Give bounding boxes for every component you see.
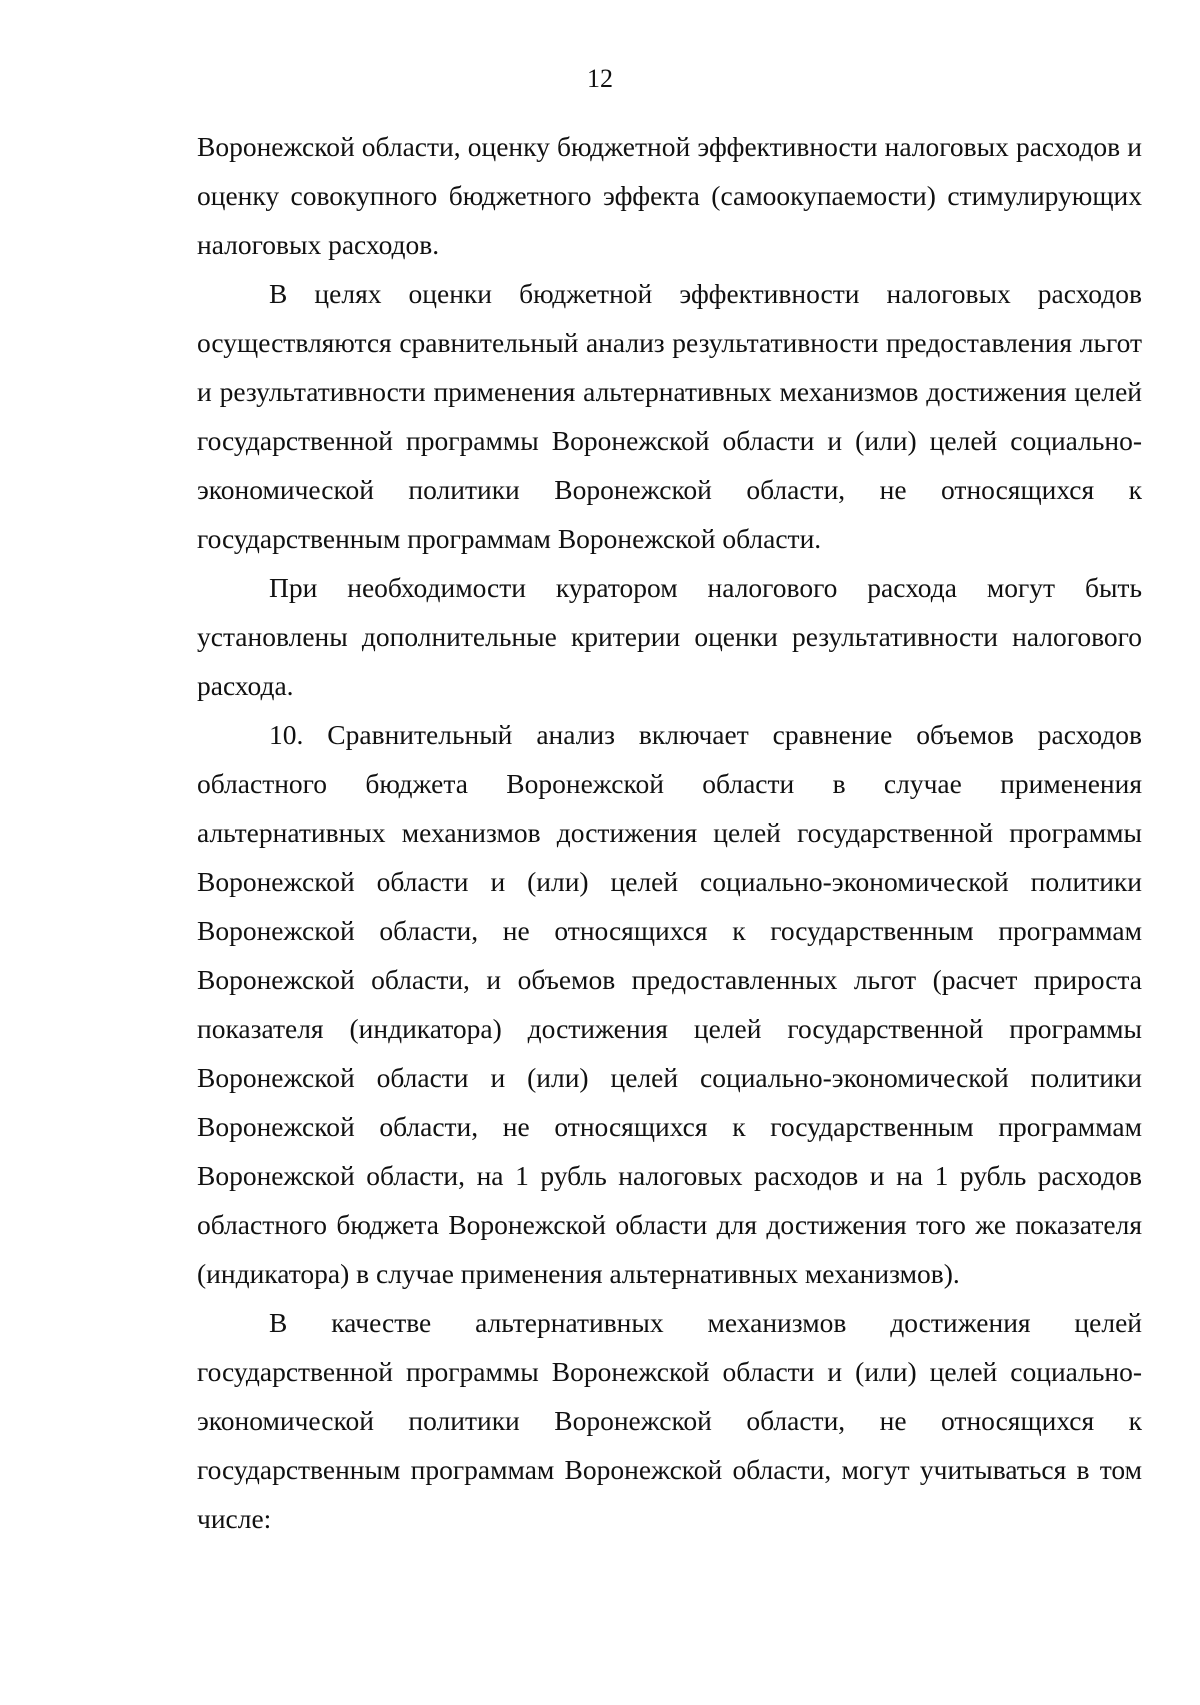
paragraph-additional-criteria: При необходимости куратором налогового расхода могут быть установлены дополнительные критерии оценки результативности налогового расхода. [197, 572, 1142, 701]
page-number: 12 [587, 64, 613, 93]
paragraph-continuation: Воронежской области, оценку бюджетной эффективности налоговых расходов и оценку совокупного бюджетного эффекта (самоокупаемости) стимулирующих налоговых расходов. [197, 131, 1142, 260]
paragraph-item-10: 10. Сравнительный анализ включает сравнение объемов расходов областного бюджета Воронежской области в случае применения альтернативных механизмов достижения целей государственной программы Воронежской области и (или) целей социально-экономической политики Воронежской области, не относящихся к государственным программам Воронежской области, и объемов предоставленных льгот (расчет прироста показателя (индикатора) достижения целей государственной программы Воронежской области и (или) целей социально-экономической политики Воронежской области, не относящихся к государственным программам Воронежской области, на 1 рубль налоговых расходов и на 1 рубль расходов областного бюджета Воронежской области для достижения того же показателя (индикатора) в случае применения альтернативных механизмов). [197, 719, 1142, 1289]
paragraph-budget-efficiency: В целях оценки бюджетной эффективности налоговых расходов осуществляются сравнительный анализ результативности предоставления льгот и результативности применения альтернативных механизмов достижения целей государственной программы Воронежской области и (или) целей социально-экономической политики Воронежской области, не относящихся к государственным программам Воронежской области. [197, 278, 1142, 554]
document-body [197, 122, 1142, 1543]
paragraph-alternative-mechanisms: В качестве альтернативных механизмов достижения целей государственной программы Воронежской области и (или) целей социально-экономической политики Воронежской области, не относящихся к государственным программам Воронежской области, могут учитываться в том числе: [197, 1307, 1142, 1534]
